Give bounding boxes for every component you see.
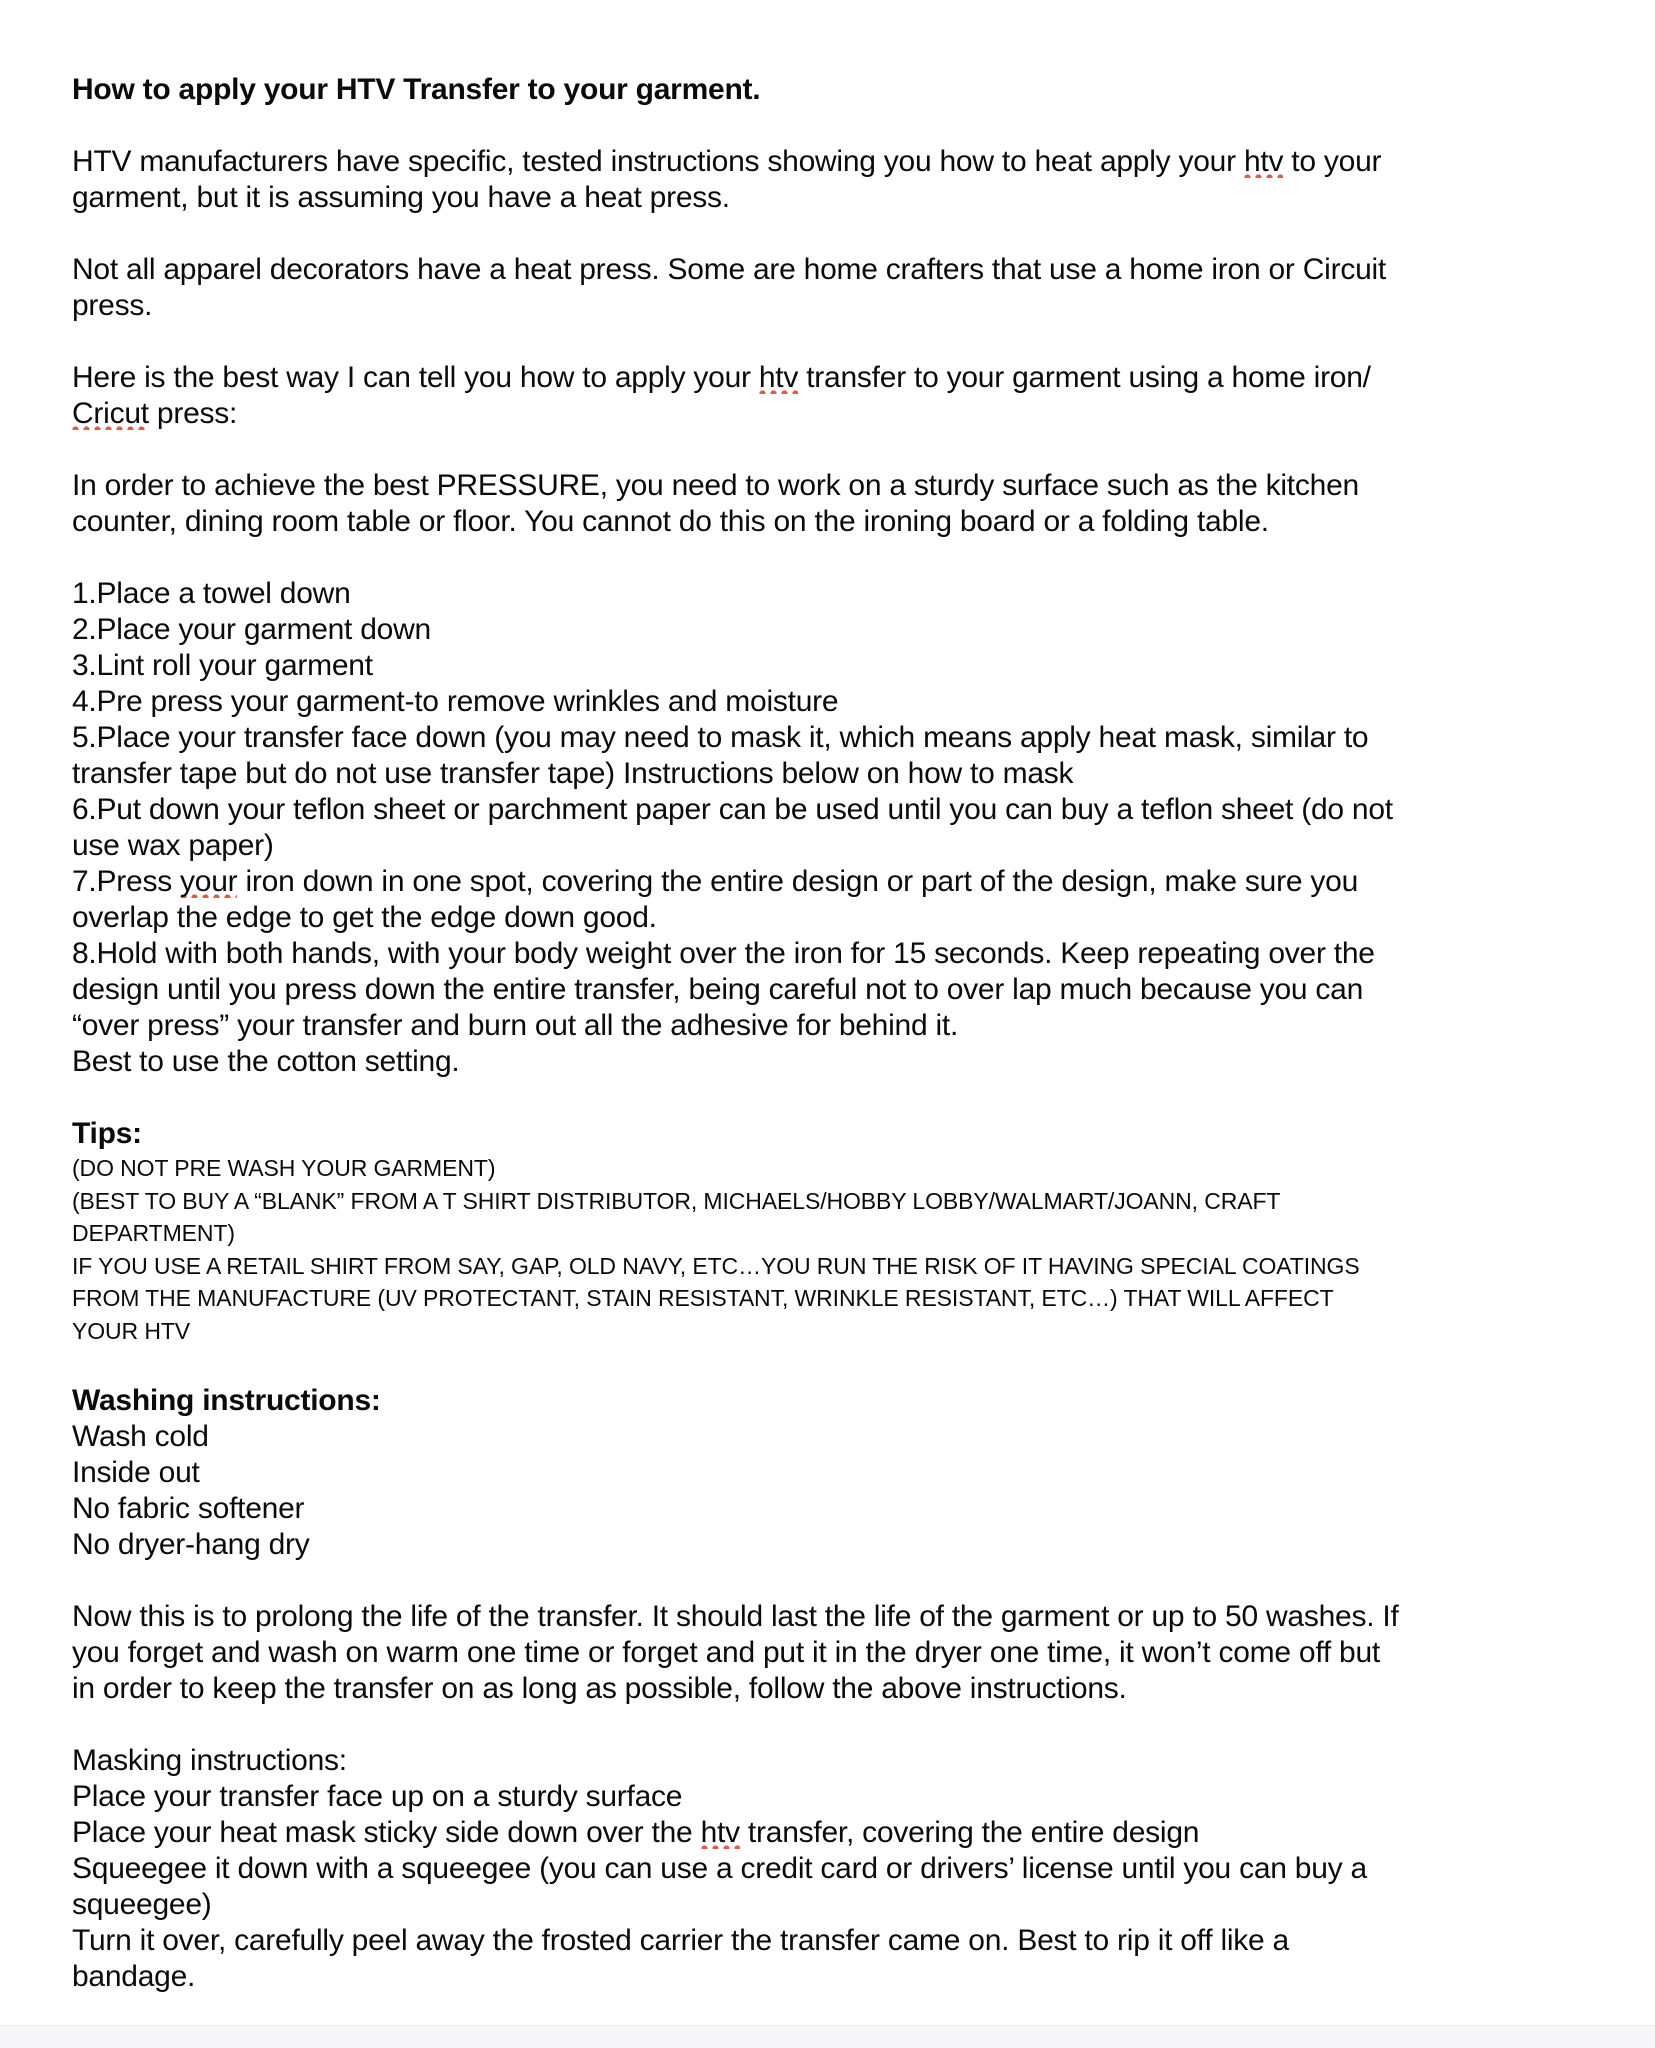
text-line: Masking instructions:	[72, 1744, 347, 1777]
misspelled-word: your	[180, 865, 238, 898]
text-line: 2.Place your garment down	[72, 613, 431, 646]
text-line: Place your transfer face up on a sturdy surface	[72, 1780, 683, 1813]
text-line: overlap the edge to get the edge down good.	[72, 901, 657, 934]
text-line: Not all apparel decorators have a heat press. Some are home crafters that use a home iron or Circuit	[72, 253, 1386, 286]
tips-heading	[72, 1116, 1605, 1152]
text-line: in order to keep the transfer on as long as possible, follow the above instructions.	[72, 1672, 1127, 1705]
text-line: bandage.	[72, 1960, 196, 1993]
text-line: you forget and wash on warm one time or forget and put it in the dryer one time, it won’t come off but	[72, 1636, 1380, 1669]
text-line: garment, but it is assuming you have a heat press.	[72, 181, 730, 214]
document-title: How to apply your HTV Transfer to your garment.	[72, 73, 761, 106]
text-line: squeegee)	[72, 1888, 212, 1921]
text-line: 8.Hold with both hands, with your body weight over the iron for 15 seconds. Keep repeating over the	[72, 937, 1375, 970]
text-line: “over press” your transfer and burn out all the adhesive for behind it.	[72, 1009, 959, 1042]
no-heat-press-paragraph	[72, 252, 1605, 324]
text-line: 4.Pre press your garment-to remove wrinkles and moisture	[72, 685, 839, 718]
text-line	[72, 1383, 1605, 1419]
text-line: HTV manufacturers have specific, tested instructions showing you how to heat apply your htv to your	[72, 145, 1382, 178]
washing-instructions	[72, 1383, 1605, 1563]
window-bottom-bar	[0, 2025, 1655, 2048]
tips-list	[72, 1152, 1605, 1347]
text-line: Now this is to prolong the life of the transfer. It should last the life of the garment or up to 50 washes. If	[72, 1600, 1399, 1633]
text-line	[72, 1116, 1605, 1152]
text-line: (DO NOT PRE WASH YOUR GARMENT)	[72, 1155, 496, 1181]
text-line: 5.Place your transfer face down (you may need to mask it, which means apply heat mask, similar to	[72, 721, 1369, 754]
text-line: Place your heat mask sticky side down over the htv transfer, covering the entire design	[72, 1816, 1200, 1849]
text-line: YOUR HTV	[72, 1317, 191, 1344]
text-line: Inside out	[72, 1456, 200, 1489]
text-line: transfer tape but do not use transfer tape) Instructions below on how to mask	[72, 757, 1074, 790]
misspelled-word: htv	[1243, 145, 1284, 178]
numbered-steps	[72, 576, 1605, 1080]
misspelled-word: Cricut	[72, 397, 149, 430]
masking-instructions	[72, 1743, 1605, 1995]
text-line: design until you press down the entire transfer, being careful not to over lap much because you can	[72, 973, 1364, 1006]
text-line: Here is the best way I can tell you how to apply your htv transfer to your garment using a home iron/	[72, 361, 1371, 394]
text-line: No dryer-hang dry	[72, 1528, 310, 1561]
misspelled-word: htv	[700, 1816, 740, 1849]
text-line: 3.Lint roll your garment	[72, 649, 373, 682]
text-line: DEPARTMENT)	[72, 1220, 235, 1246]
text-line: Wash cold	[72, 1420, 209, 1453]
text-line: Turn it over, carefully peel away the frosted carrier the transfer came on. Best to rip it off like a	[72, 1924, 1289, 1957]
text-line: 1.Place a towel down	[72, 577, 351, 610]
text-line: 7.Press your iron down in one spot, covering the entire design or part of the design, make sure you	[72, 865, 1358, 898]
best-way-paragraph	[72, 360, 1605, 432]
text-segment: Tips:	[72, 1117, 142, 1150]
pressure-paragraph	[72, 468, 1605, 540]
text-line: Cricut press:	[72, 397, 238, 430]
document-blocks	[72, 144, 1605, 1995]
text-line: 6.Put down your teflon sheet or parchment paper can be used until you can buy a teflon sheet (do not	[72, 793, 1393, 826]
text-line: IF YOU USE A RETAIL SHIRT FROM SAY, GAP, OLD NAVY, ETC…YOU RUN THE RISK OF IT HAVING SPECIAL COATINGS	[72, 1252, 1360, 1279]
text-line: counter, dining room table or floor. You cannot do this on the ironing board or a folding table.	[72, 505, 1269, 538]
prolong-life-paragraph	[72, 1599, 1605, 1707]
text-line: FROM THE MANUFACTURE (UV PROTECTANT, STAIN RESISTANT, WRINKLE RESISTANT, ETC…) THAT WILL AFFECT	[72, 1285, 1334, 1311]
text-line: press.	[72, 289, 153, 322]
text-line: Best to use the cotton setting.	[72, 1045, 460, 1078]
misspelled-word: htv	[758, 361, 799, 394]
text-line: use wax paper)	[72, 829, 274, 862]
text-line: (BEST TO BUY A “BLANK” FROM A T SHIRT DISTRIBUTOR, MICHAELS/HOBBY LOBBY/WALMART/JOANN, CRAFT	[72, 1187, 1281, 1214]
intro-paragraph	[72, 144, 1605, 216]
text-line: In order to achieve the best PRESSURE, you need to work on a sturdy surface such as the kitchen	[72, 469, 1359, 502]
text-line: Squeegee it down with a squeegee (you can use a credit card or drivers’ license until you can buy a	[72, 1852, 1367, 1885]
text-segment: Washing instructions:	[72, 1384, 381, 1417]
text-line: No fabric softener	[72, 1492, 305, 1525]
